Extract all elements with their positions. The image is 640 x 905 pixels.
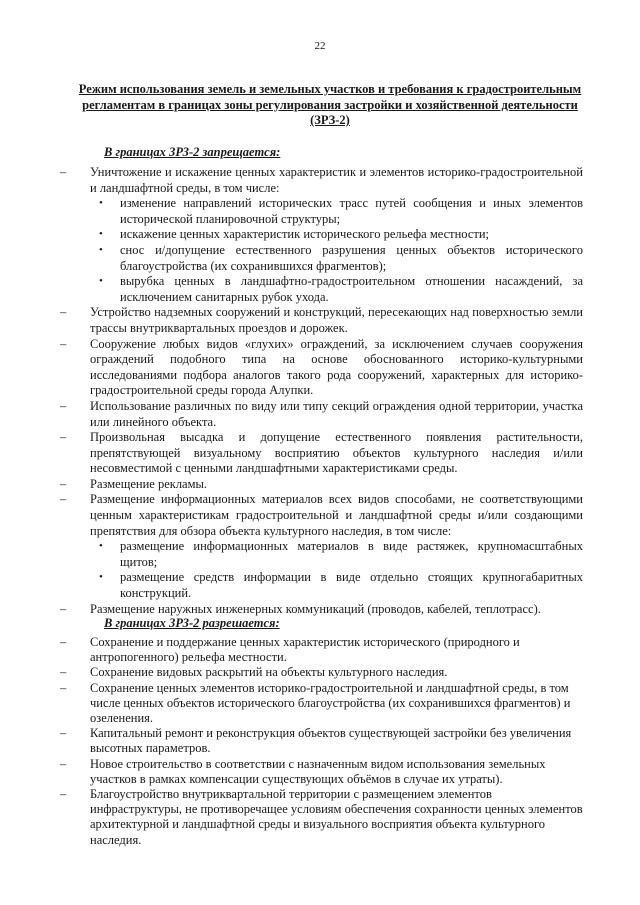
forbidden-item-text: Размещение информационных материалов всех видов способами, не соответствующими ценным характеристикам градостроительной и ландшафтной среды и/или создающими препятствия для обзора объекта культурного наследия, в том числе: <box>90 492 583 538</box>
forbidden-subitem-text: изменение направлений исторических трасс путей сообщения и иных элементов исторической планировочной структуры; <box>120 196 583 226</box>
dash-marker: – <box>60 398 67 413</box>
allowed-item-text: Благоустройство внутриквартальной территории с размещением элементов инфраструктуры, не противоречащее условиям обеспечения сохранности ценных элементов архитектурной и ландшафтной среды и визуального восприятия объекта культурного наследия. <box>90 787 583 847</box>
forbidden-subitem-text: искажение ценных характеристик исторического рельефа местности; <box>120 227 490 242</box>
forbidden-item-text: Сооружение любых видов «глухих» ограждений, за исключением случаев сооружения ограждений подобного типа на основе обоснованного историко-культурными исследованиями подбора аналогов такого рода сооружений, характерных для историко-градостроительной среды города Алупки. <box>90 336 583 398</box>
dash-marker: – <box>60 756 67 771</box>
bullet-marker: • <box>99 228 103 241</box>
dash-marker: – <box>60 601 67 616</box>
forbidden-item-text: Устройство надземных сооружений и конструкций, пересекающих над поверхностью земли трассы внутриквартальных проездов и дорожек. <box>90 305 583 335</box>
bullet-marker: • <box>99 275 103 288</box>
allowed-item <box>60 635 583 665</box>
dash-marker: – <box>60 336 67 351</box>
page-number: 22 <box>314 40 326 52</box>
forbidden-subitem <box>90 274 583 305</box>
allowed-item-text: Сохранение ценных элементов историко-градостроительной и ландшафтной среды, в том числе ценных объектов исторического благоустройства (их сохранившихся фрагментов) и озеленения. <box>90 680 571 726</box>
bullet-marker: • <box>99 243 103 256</box>
allowed-item <box>60 757 583 787</box>
allowed-item-text: Новое строительство в соответствии с назначенным видом использования земельных участков в рамках компенсации существующих объёмов в случае их утраты). <box>90 756 546 786</box>
forbidden-subitem <box>90 570 583 601</box>
forbidden-subitem-text: размещение информационных материалов в виде растяжек, крупномасштабных щитов; <box>120 539 583 569</box>
dash-marker: – <box>60 430 67 445</box>
allowed-item <box>60 665 583 680</box>
forbidden-sublist <box>90 539 583 601</box>
forbidden-item-text: Размещение наружных инженерных коммуникаций (проводов, кабелей, теплотрасс). <box>90 601 541 616</box>
dash-marker: – <box>60 476 67 491</box>
allowed-heading: В границах ЗРЗ-2 разрешается: <box>104 616 280 630</box>
forbidden-item <box>60 430 583 477</box>
forbidden-item <box>60 337 583 399</box>
bullet-marker: • <box>99 540 103 553</box>
forbidden-item <box>60 477 583 493</box>
forbidden-item-text: Размещение рекламы. <box>90 476 208 491</box>
forbidden-item-text: Уничтожение и искажение ценных характеристик и элементов историко-градостроительной и ландшафтной среды, в том числе: <box>90 165 583 195</box>
forbidden-subitem <box>90 227 583 243</box>
document-title: Режим использования земель и земельных участков и требования к градостроительным регламентам в границах зоны регулирования застройки и хозяйственной деятельности (ЗРЗ-2) <box>78 82 582 127</box>
dash-marker: – <box>60 726 67 741</box>
forbidden-subitem <box>90 539 583 570</box>
dash-marker: – <box>60 665 67 680</box>
forbidden-sublist <box>90 196 583 305</box>
dash-marker: – <box>60 787 67 802</box>
allowed-item-text: Сохранение видовых раскрытий на объекты культурного наследия. <box>90 665 448 680</box>
allowed-list <box>60 635 583 848</box>
forbidden-subitem-text: вырубка ценных в ландшафтно-градостроительном отношении насаждений, за исключением санитарных рубок ухода. <box>120 274 583 304</box>
dash-marker: – <box>60 680 67 695</box>
bullet-marker: • <box>99 571 103 584</box>
forbidden-item-text: Произвольная высадка и допущение естественного появления растительности, препятствующей визуальному восприятию объектов культурного наследия и/или несовместимой с ценными ландшафтными характеристиками среды. <box>90 430 583 476</box>
forbidden-item <box>60 602 583 618</box>
forbidden-subitem-text: размещение средств информации в виде отдельно стоящих крупногабаритных конструкций. <box>120 570 583 601</box>
forbidden-list <box>60 165 583 617</box>
allowed-item <box>60 787 583 848</box>
forbidden-item <box>60 305 583 336</box>
allowed-item <box>60 726 583 756</box>
dash-marker: – <box>60 492 67 507</box>
forbidden-subitem-text: снос и/допущение естественного разрушения ценных объектов исторического благоустройства (их сохранившихся фрагментов); <box>120 242 583 273</box>
forbidden-heading: В границах ЗРЗ-2 запрещается: <box>104 145 281 159</box>
forbidden-item <box>60 399 583 430</box>
forbidden-subitem <box>90 196 583 227</box>
forbidden-subitem <box>90 243 583 274</box>
forbidden-item-text: Использование различных по виду или типу секций ограждения одной территории, участка или линейного объекта. <box>90 398 583 429</box>
bullet-marker: • <box>99 197 103 210</box>
forbidden-item <box>60 492 583 601</box>
dash-marker: – <box>60 635 67 649</box>
dash-marker: – <box>60 165 67 179</box>
allowed-item-text: Сохранение и поддержание ценных характеристик исторического (природного и антропогенного) рельефа местности. <box>90 635 520 665</box>
dash-marker: – <box>60 305 67 320</box>
allowed-item <box>60 681 583 727</box>
allowed-item-text: Капитальный ремонт и реконструкция объектов существующей застройки без увеличения высотных параметров. <box>90 726 572 756</box>
forbidden-item <box>60 165 583 305</box>
